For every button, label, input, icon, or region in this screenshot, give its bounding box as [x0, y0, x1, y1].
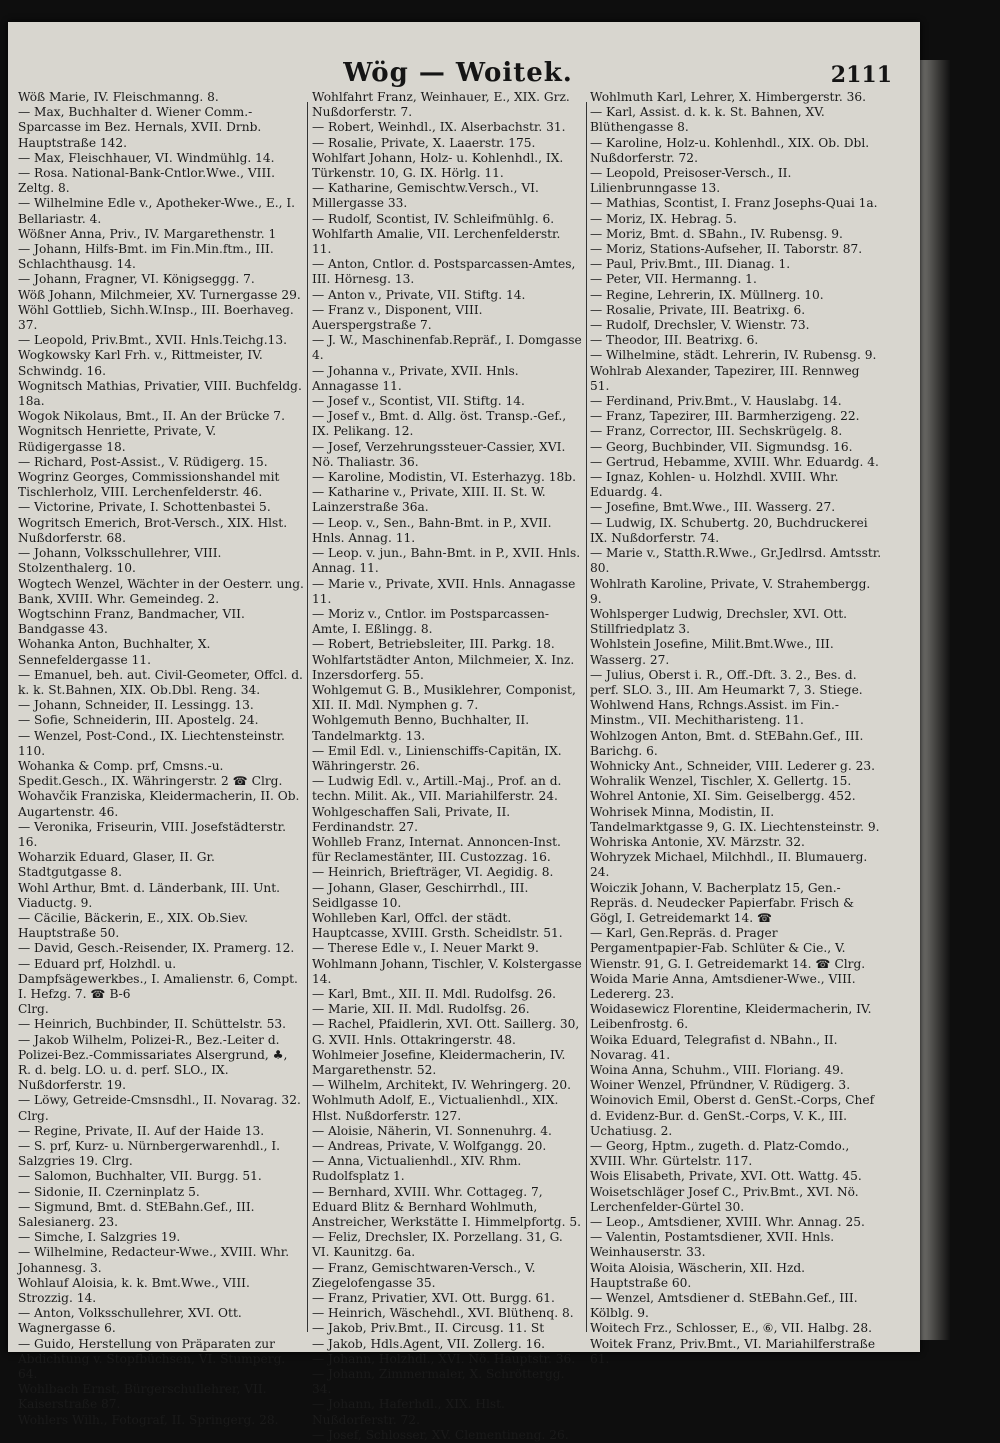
directory-entry: — Andreas, Private, V. Wolfgangg. 20. — [312, 1139, 547, 1154]
directory-entry: — Josefine, Bmt.Wwe., III. Wasserg. 27. — [590, 500, 836, 515]
directory-entry: — Leop. v., Sen., Bahn-Bmt. in P., XVII. Hnls. Annag. 11. — [312, 515, 552, 545]
directory-entry: Wogtech Wenzel, Wächter in der Oesterr. ung. Bank, XVIII. Whr. Gemeindeg. 2. — [18, 576, 304, 606]
directory-entry: — Heinrich, Briefträger, VI. Aegidig. 8. — [312, 865, 554, 880]
directory-entry: Wois Elisabeth, Private, XVI. Ott. Wattg. 45. — [590, 1169, 862, 1184]
directory-entry: — Johann, Schneider, II. Lessingg. 13. — [18, 698, 254, 713]
column-divider — [307, 102, 308, 1332]
directory-entry: Wohlzogen Anton, Bmt. d. StEBahn.Gef., III. Barichg. 6. — [590, 728, 864, 758]
directory-entry: — Salomon, Buchhalter, VII. Burgg. 51. — [18, 1169, 262, 1184]
directory-entry: — Johann, Holzhdl., XVI. Nö. Hauptstr. 36. — [312, 1351, 576, 1366]
directory-entry: Wohlfahrt Franz, Weinhauer, E., XIX. Grz. Nußdorferstr. 7. — [312, 90, 570, 120]
directory-entry: Wohlgeschaffen Sali, Private, II. Ferdinandstr. 27. — [312, 804, 511, 834]
directory-entry: — Simche, I. Salzgries 19. — [18, 1230, 181, 1245]
directory-entry: Wohlfarth Amalie, VII. Lerchenfelderstr. 11. — [312, 226, 561, 257]
directory-entry: Clrg. — [18, 1002, 49, 1017]
directory-entry: — Max, Fleischhauer, VI. Windmühlg. 14. — [18, 150, 275, 165]
directory-entry: Wohlstein Josefine, Milit.Bmt.Wwe., III. Wasserg. 27. — [590, 637, 834, 667]
directory-entry: — Franz, Gemischtwaren-Versch., V. Ziegelofengasse 35. — [312, 1260, 536, 1290]
directory-entry: — Robert, Betriebsleiter, III. Parkg. 18. — [312, 637, 555, 652]
directory-entry: — Rosa. National-Bank-Cntlor.Wwe., VIII. Zeltg. 8. — [18, 166, 275, 196]
directory-entry: — Regine, Private, II. Auf der Haide 13. — [18, 1123, 265, 1138]
directory-entry: Wohlleb Franz, Internat. Annoncen-Inst. für Reclamestänter, III. Custozzag. 16. — [312, 834, 561, 865]
directory-entry: — Karoline, Holz-u. Kohlenhdl., XIX. Ob. Dbl. Nußdorferstr. 72. — [590, 135, 870, 165]
directory-entry: Wogok Nikolaus, Bmt., II. An der Brücke 7. — [18, 409, 285, 424]
directory-entry: — Theodor, III. Beatrixg. 6. — [590, 333, 759, 348]
directory-entry: — Franz, Privatier, XVI. Ott. Burgg. 61. — [312, 1291, 555, 1306]
directory-entry: Wohrel Antonie, XI. Sim. Geiselbergg. 452. — [590, 789, 856, 804]
directory-entry: Clrg. — [18, 1108, 49, 1123]
directory-entry: — Josef v., Scontist, VII. Stiftg. 14. — [312, 394, 525, 409]
directory-entry: — Veronika, Friseurin, VIII. Josefstädterstr. 16. — [18, 819, 286, 849]
directory-entry: — Ludwig, IX. Schubertg. 20, Buchdruckerei IX. Nußdorferstr. 74. — [590, 515, 868, 545]
page-edge-shadow — [920, 60, 950, 1340]
directory-entry: — Franz, Corrector, III. Sechskrügelg. 8. — [590, 424, 843, 439]
directory-entry: — Karl, Assist. d. k. k. St. Bahnen, XV. Blüthengasse 8. — [590, 105, 825, 135]
directory-entry: Wohryzek Michael, Milchhdl., II. Blumauerg. 24. — [590, 850, 868, 880]
directory-entry: — Sidonie, II. Czerninplatz 5. — [18, 1184, 200, 1199]
directory-entry: — Rosalie, Private, III. Beatrixg. 6. — [590, 302, 806, 317]
directory-entry: — Eduard prf, Holzhdl. u. Dampfsägewerkbes., I. Amalienstr. 6, Compt. I. Hefzg. 7. ☎ B-6 — [18, 956, 298, 1001]
directory-entry: Woharzik Eduard, Glaser, II. Gr. Stadtgutgasse 8. — [18, 850, 215, 880]
directory-entry: — Emil Edl. v., Linienschiffs-Capitän, IX. Währingerstr. 26. — [312, 743, 562, 773]
directory-entry: — Bernhard, XVIII. Whr. Cottageg. 7, Eduard Blitz & Bernhard Wohlmuth, Anstreicher, Werkstätte I. Himmelpfortg. 5. — [312, 1184, 581, 1230]
directory-entry: — Anton, Cntlor. d. Postsparcassen-Amtes, III. Hörnesg. 13. — [312, 257, 576, 287]
directory-entry: — Wilhelmine, Redacteur-Wwe., XVIII. Whr. Johannesg. 3. — [18, 1245, 290, 1275]
directory-entry: Wogrinz Georges, Commissionshandel mit Tischlerholz, VIII. Lerchenfelderstr. 46. — [18, 470, 280, 500]
directory-entry: Wohnicky Ant., Schneider, VIII. Lederer g. 23. — [590, 758, 875, 773]
directory-entry: — Josef v., Bmt. d. Allg. öst. Transp.-Gef., IX. Pelikang. 12. — [312, 409, 567, 439]
directory-entry: Wohlmann Johann, Tischler, V. Kolstergasse 14. — [312, 956, 582, 986]
directory-entry: — Karl, Bmt., XII. II. Mdl. Rudolfsg. 26. — [312, 986, 557, 1001]
directory-entry: — Rudolf, Drechsler, V. Wienstr. 73. — [590, 318, 810, 333]
directory-entry: — Regine, Lehrerin, IX. Müllnerg. 10. — [590, 287, 824, 302]
directory-entry: Wohlwend Hans, Rchngs.Assist. im Fin.-Minstm., VII. Mechitharisteng. 11. — [590, 698, 839, 728]
directory-entry: — Gertrud, Hebamme, XVIII. Whr. Eduardg. 4. — [590, 454, 879, 469]
directory-entry: Wohlbach Ernst, Bürgerschullehrer, VII. Kaiserstraße 87. — [18, 1382, 267, 1412]
directory-entry: Wogritsch Emerich, Brot-Versch., XIX. Hlst. Nußdorferstr. 68. — [18, 515, 288, 545]
directory-entry: Wogkowsky Karl Frh. v., Rittmeister, IV. Schwindg. 16. — [18, 348, 263, 378]
directory-entry: — Josef, Schlosser, XV. Clementineng. 26. — [312, 1427, 569, 1442]
directory-entry: — Wilhelm, Architekt, IV. Wehringerg. 20. — [312, 1078, 571, 1093]
directory-entry: Woiner Wenzel, Pfründner, V. Rüdigerg. 3. — [590, 1078, 851, 1093]
directory-entry: Wohanka Anton, Buchhalter, X. Sennefeldergasse 11. — [18, 637, 211, 667]
directory-entry: Wohavčik Franziska, Kleidermacherin, II. Ob. Augartenstr. 46. — [18, 789, 300, 819]
directory-entry: — Moriz, IX. Hebrag. 5. — [590, 211, 737, 226]
directory-entry: Wohlrab Alexander, Tapezirer, III. Rennweg 51. — [590, 363, 860, 393]
directory-entry: — Franz, Tapezirer, III. Barmherzigeng. 22. — [590, 409, 860, 424]
directory-entry: Woida Marie Anna, Amtsdiener-Wwe., VIII. Ledererg. 23. — [590, 971, 856, 1001]
directory-entry: — Julius, Oberst i. R., Off.-Dft. 3. 2., Bes. d. perf. SLO. 3., III. Am Heumarkt 7, 3. Stiege. — [590, 667, 863, 697]
directory-entry: — Jakob Wilhelm, Polizei-R., Bez.-Leiter d. Polizei-Bez.-Commissariates Alsergrund, ♣, R. d. belg. LO. u. d. perf. SLO., IX. Nußdorferstr. 19. — [18, 1032, 288, 1093]
directory-entry: — Löwy, Getreide-Cmsnsdhl., II. Novarag. 32. — [18, 1093, 301, 1108]
directory-entry: Wognitsch Mathias, Privatier, VIII. Buchfeldg. 18a. — [18, 378, 302, 409]
directory-entry: — Leop. v. jun., Bahn-Bmt. in P., XVII. Hnls. Annag. 11. — [312, 546, 581, 576]
directory-entry: — Georg, Hptm., zugeth. d. Platz-Comdo., XVIII. Whr. Gürtelstr. 117. — [590, 1139, 850, 1169]
directory-entry: — Rosalie, Private, X. Laaerstr. 175. — [312, 135, 536, 150]
directory-entry: — Max, Buchhalter d. Wiener Comm.-Sparcasse im Bez. Hernals, XVII. Drnb. Hauptstraße 142. — [18, 105, 262, 150]
directory-entry: Wohlmeier Josefine, Kleidermacherin, IV. Margarethenstr. 52. — [312, 1047, 566, 1077]
directory-entry: Woidasewicz Florentine, Kleidermacherin, IV. Leibenfrostg. 6. — [590, 1002, 872, 1032]
column-3 — [590, 90, 882, 1366]
directory-entry: — S. prf, Kurz- u. Nürnbergerwarenhdl., I. Salzgries 19. Clrg. — [18, 1139, 281, 1169]
directory-entry: — Heinrich, Buchbinder, II. Schüttelstr. 53. — [18, 1017, 286, 1032]
directory-entry: — Marie, XII. II. Mdl. Rudolfsg. 26. — [312, 1002, 530, 1017]
directory-entry: — Georg, Buchbinder, VII. Sigmundsg. 16. — [590, 439, 853, 454]
directory-entry: Wohlgemut G. B., Musiklehrer, Componist, XII. II. Mdl. Nymphen g. 7. — [312, 682, 576, 713]
directory-entry: — Johann, Volksschullehrer, VIII. Stolzenthalerg. 10. — [18, 546, 222, 576]
directory-entry: — Victorine, Private, I. Schottenbastei 5. — [18, 500, 271, 515]
directory-entry: — Marie v., Statth.R.Wwe., Gr.Jedlrsd. Amtsstr. 80. — [590, 546, 882, 576]
directory-entry: — Therese Edle v., I. Neuer Markt 9. — [312, 941, 539, 956]
directory-entry: — Leopold, Preisoser-Versch., II. Lilienbrunngasse 13. — [590, 166, 792, 196]
directory-entry: — Johann, Zimmermaler, X. Schröttergg. 34. — [312, 1367, 565, 1397]
directory-entry: Wöß Marie, IV. Fleischmanng. 8. — [18, 90, 219, 104]
directory-entry: Wohlleben Karl, Offcl. der städt. Hauptcasse, XVIII. Grsth. Scheidlstr. 51. — [312, 910, 563, 941]
directory-entry: — Sigmund, Bmt. d. StEBahn.Gef., III. Salesianerg. 23. — [18, 1199, 255, 1230]
directory-entry: — Johann, Fragner, VI. Königseggg. 7. — [18, 272, 255, 287]
directory-entry: — Wilhelmine Edle v., Apotheker-Wwe., E., I. Bellariastr. 4. — [18, 196, 296, 226]
directory-entry: Woisetschläger Josef C., Priv.Bmt., XVI. Nö. Lerchenfelder-Gürtel 30. — [590, 1184, 859, 1214]
directory-entry: — Valentin, Postamtsdiener, XVII. Hnls. Weinhauserstr. 33. — [590, 1230, 835, 1260]
page-number: 2111 — [830, 62, 892, 88]
directory-entry: — J. W., Maschinenfab.Repräf., I. Domgasse 4. — [312, 333, 582, 363]
directory-entry: — Paul, Priv.Bmt., III. Dianag. 1. — [590, 257, 791, 272]
directory-entry: — Katharine v., Private, XIII. II. St. W. Lainzerstraße 36a. — [312, 485, 546, 515]
directory-entry: — Richard, Post-Assist., V. Rüdigerg. 15. — [18, 454, 268, 469]
directory-entry: Wöhl Gottlieb, Sichh.W.Insp., III. Boerhaveg. 37. — [18, 302, 294, 333]
directory-entry: — Johann, Hilfs-Bmt. im Fin.Min.ftm., III. Schlachthausg. 14. — [18, 242, 274, 272]
directory-entry: — Anton, Volksschullehrer, XVI. Ott. Wagnergasse 6. — [18, 1306, 242, 1336]
directory-entry: — Moriz, Stations-Aufseher, II. Taborstr. 87. — [590, 242, 863, 257]
directory-entry: Wohlmuth Adolf, E., Victualienhdl., XIX. Hlst. Nußdorferstr. 127. — [312, 1093, 559, 1123]
running-head: Wög — Woitek. — [343, 58, 573, 88]
directory-entry: — Robert, Weinhdl., IX. Alserbachstr. 31. — [312, 120, 566, 135]
directory-entry: — Peter, VII. Hermanng. 1. — [590, 272, 757, 287]
directory-entry: — Sofie, Schneiderin, III. Apostelg. 24. — [18, 713, 259, 728]
directory-entry: Wohralik Wenzel, Tischler, X. Gellertg. 15. — [590, 774, 852, 789]
directory-entry: — Jakob, Priv.Bmt., II. Circusg. 11. St — [312, 1321, 545, 1336]
directory-entry: Wohlrath Karoline, Private, V. Strahembergg. 9. — [590, 576, 871, 606]
directory-entry: Wohlmuth Karl, Lehrer, X. Himbergerstr. 36. — [590, 90, 867, 104]
directory-entry: — Johann, Haferhdl., XIX. Hlst. Nußdorferstr. 72. — [312, 1397, 505, 1427]
directory-entry: Wognitsch Henriette, Private, V. Rüdigergasse 18. — [18, 424, 217, 454]
directory-entry: Woina Anna, Schuhm., VIII. Floriang. 49. — [590, 1063, 844, 1077]
directory-entry: — Karoline, Modistin, VI. Esterhazyg. 18b. — [312, 470, 576, 485]
directory-entry: — David, Gesch.-Reisender, IX. Pramerg. 12. — [18, 941, 295, 956]
directory-entry: — Wenzel, Post-Cond., IX. Liechtensteinstr. 110. — [18, 728, 285, 758]
directory-entry: — Josef, Verzehrungssteuer-Cassier, XVI. Nö. Thaliastr. 36. — [312, 439, 566, 469]
column-2 — [312, 90, 582, 1442]
directory-entry: — Cäcilie, Bäckerin, E., XIX. Ob.Siev. Hauptstraße 50. — [18, 910, 248, 941]
directory-entry: — Rachel, Pfaidlerin, XVI. Ott. Saillerg. 30, G. XVII. Hnls. Ottakringerstr. 48. — [312, 1017, 580, 1047]
directory-entry: Woiczik Johann, V. Bacherplatz 15, Gen.-Repräs. d. Neudecker Papierfabr. Frisch & Gögl, I. Getreidemarkt 14. ☎ — [590, 880, 854, 925]
directory-page — [8, 22, 920, 1442]
column-divider — [586, 102, 587, 1332]
directory-entry: — Wenzel, Amtsdiener d. StEBahn.Gef., III. Kölblg. 9. — [590, 1291, 858, 1321]
directory-entry: — Moriz, Bmt. d. SBahn., IV. Rubensg. 9. — [590, 226, 843, 241]
directory-entry: — Karl, Gen.Repräs. d. Prager Pergamentpapier-Fab. Schlüter & Cie., V. Wienstr. 91, G. I. Getreidemarkt 14. ☎ Clrg. — [590, 926, 866, 971]
directory-entry: Wohlgemuth Benno, Buchhalter, II. Tandelmarktg. 13. — [312, 713, 530, 743]
directory-entry: — Mathias, Scontist, I. Franz Josephs-Quai 1a. — [590, 196, 878, 211]
directory-entry: Wohriska Antonie, XV. Märzstr. 32. — [590, 834, 805, 849]
column-1 — [18, 90, 304, 1427]
directory-entry: — Ferdinand, Priv.Bmt., V. Hauslabg. 14. — [590, 394, 842, 409]
directory-entry: — Ignaz, Kohlen- u. Holzhdl. XVIII. Whr. Eduardg. 4. — [590, 470, 839, 500]
directory-entry: — Emanuel, beh. aut. Civil-Geometer, Offcl. d. k. k. St.Bahnen, XIX. Ob.Dbl. Reng. 34. — [18, 667, 303, 697]
directory-entry: — Johann, Glaser, Geschirrhdl., III. Seidlgasse 10. — [312, 880, 529, 910]
directory-entry: — Wilhelmine, städt. Lehrerin, IV. Rubensg. 9. — [590, 348, 877, 363]
directory-entry: Wößner Anna, Priv., IV. Margarethenstr. 1 — [18, 226, 277, 241]
directory-entry: — Johanna v., Private, XVII. Hnls. Annagasse 11. — [312, 363, 519, 393]
directory-entry: Wohrisek Minna, Modistin, II. Tandelmarktgasse 9, G. IX. Liechtensteinstr. 9. — [590, 804, 880, 834]
page-header — [8, 52, 920, 92]
directory-entry: — Heinrich, Wäschehdl., XVI. Blüthenq. 8. — [312, 1306, 574, 1321]
directory-entry: — Ludwig Edl. v., Artill.-Maj., Prof. an d. techn. Milit. Ak., VII. Mariahilferstr. 24. — [312, 774, 562, 804]
directory-entry: Wohlfartstädter Anton, Milchmeier, X. Inz. Inzersdorferg. 55. — [312, 652, 575, 682]
directory-entry: — Anna, Victualienhdl., XIV. Rhm. Rudolfsplatz 1. — [312, 1154, 522, 1184]
directory-entry: — Franz v., Disponent, VIII. Auerspergstraße 7. — [312, 302, 483, 333]
directory-entry: Wohlers Wilh., Fotograf, II. Springerg. 28. — [18, 1412, 279, 1427]
directory-entry: — Guido, Herstellung von Präparaten zur Abdichtung v. Stopfbüchsen, VI. Stumperg. 64. — [18, 1336, 286, 1382]
directory-entry: — Rudolf, Scontist, IV. Schleifmühlg. 6. — [312, 211, 555, 226]
directory-entry: — Anton v., Private, VII. Stiftg. 14. — [312, 287, 526, 302]
directory-entry: — Aloisie, Näherin, VI. Sonnenuhrg. 4. — [312, 1123, 552, 1138]
directory-entry: Wogtschinn Franz, Bandmacher, VII. Bandgasse 43. — [18, 606, 245, 637]
directory-entry: Wöß Johann, Milchmeier, XV. Turnergasse 29. — [18, 287, 301, 302]
directory-entry: Woitek Franz, Priv.Bmt., VI. Mariahilferstraße 61. — [590, 1336, 876, 1366]
directory-entry: Woinovich Emil, Oberst d. GenSt.-Corps, Chef d. Evidenz-Bur. d. GenSt.-Corps, V. K., III. Uchatiusg. 2. — [590, 1093, 875, 1138]
directory-entry: — Moriz v., Cntlor. im Postsparcassen-Amte, I. Eßlingg. 8. — [312, 606, 549, 637]
directory-entry: — Marie v., Private, XVII. Hnls. Annagasse 11. — [312, 576, 576, 606]
directory-entry: Wohl Arthur, Bmt. d. Länderbank, III. Unt. Viaductg. 9. — [18, 880, 281, 910]
directory-entry: — Feliz, Drechsler, IX. Porzellang. 31, G. VI. Kaunitzg. 6a. — [312, 1230, 563, 1260]
directory-entry: — Leopold, Priv.Bmt., XVII. Hnls.Teichg.13. — [18, 333, 287, 348]
directory-entry: Woika Eduard, Telegrafist d. NBahn., II. Novarag. 41. — [590, 1032, 838, 1062]
directory-entry: Wohanka & Comp. prf, Cmsns.-u. Spedit.Gesch., IX. Währingerstr. 2 ☎ Clrg. — [18, 758, 283, 789]
directory-entry: Woita Aloisia, Wäscherin, XII. Hzd. Hauptstraße 60. — [590, 1260, 806, 1290]
directory-entry: Wohlauf Aloisia, k. k. Bmt.Wwe., VIII. Strozzig. 14. — [18, 1275, 250, 1306]
directory-entry: — Jakob, Hdls.Agent, VII. Zollerg. 16. — [312, 1336, 546, 1351]
directory-entry: Wohlfart Johann, Holz- u. Kohlenhdl., IX. Türkenstr. 10, G. IX. Hörlg. 11. — [312, 150, 564, 181]
directory-entry: Woitech Frz., Schlosser, E., ⑥, VII. Halbg. 28. — [590, 1321, 873, 1336]
directory-entry: — Leop., Amtsdiener, XVIII. Whr. Annag. 25. — [590, 1215, 865, 1230]
directory-entry: — Katharine, Gemischtw.Versch., VI. Millergasse 33. — [312, 181, 539, 211]
directory-entry: Wohlsperger Ludwig, Drechsler, XVI. Ott. Stillfriedplatz 3. — [590, 606, 848, 637]
